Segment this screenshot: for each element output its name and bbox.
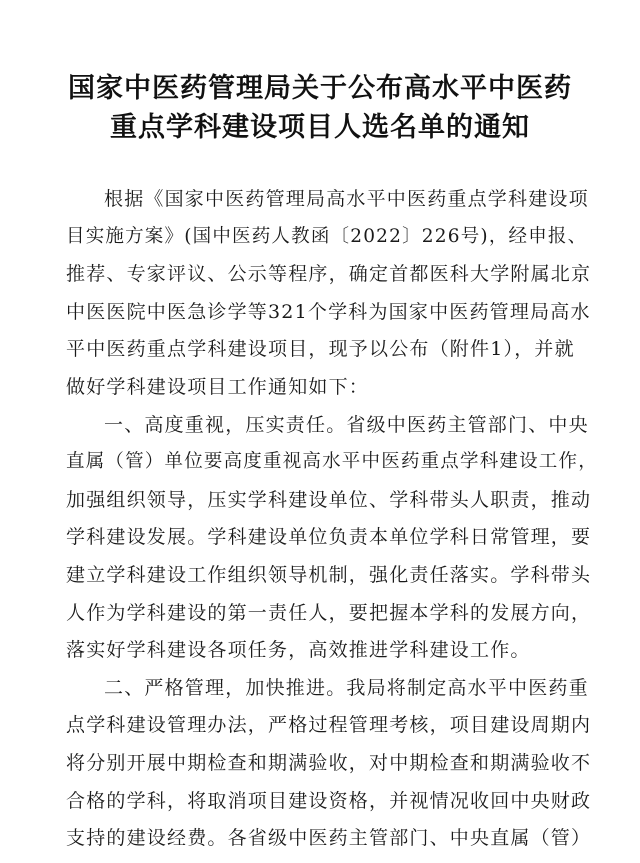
body-line-5: 平中医药重点学科建设项目，现予以公布（附件1），并就 — [66, 338, 575, 360]
body-line-18: 支持的建设经费。各省级中医药主管部门、中央直属（管） — [66, 827, 592, 849]
body-line-10: 学科建设发展。学科建设单位负责本单位学科日常管理，要 — [66, 526, 592, 548]
body-line-16: 将分别开展中期检查和期满验收，对中期检查和期满验收不 — [66, 752, 592, 774]
body-line-4: 中医医院中医急诊学等321个学科为国家中医药管理局高水 — [66, 301, 591, 323]
body-line-7: 一、高度重视，压实责任。省级中医药主管部门、中央 — [104, 414, 589, 436]
body-line-2: 目实施方案》(国中医药人教函〔2022〕226号)，经申报、 — [66, 226, 588, 247]
document-title-line-2: 重点学科建设项目人选名单的通知 — [110, 112, 530, 143]
body-line-14: 二、严格管理，加快推进。我局将制定高水平中医药重 — [104, 677, 589, 699]
body-line-6: 做好学科建设项目工作通知如下： — [66, 376, 370, 398]
body-line-11: 建立学科建设工作组织领导机制，强化责任落实。学科带头 — [66, 564, 592, 586]
body-line-17: 合格的学科，将取消项目建设资格，并视情况收回中央财政 — [66, 790, 592, 812]
body-line-8: 直属（管）单位要高度重视高水平中医药重点学科建设工作， — [66, 451, 598, 472]
document-title-line-1: 国家中医药管理局关于公布高水平中医药 — [68, 73, 572, 104]
body-line-15: 点学科建设管理办法，严格过程管理考核，项目建设周期内 — [66, 714, 592, 736]
body-line-1: 根据《国家中医药管理局高水平中医药重点学科建设项 — [104, 188, 589, 210]
body-line-12: 人作为学科建设的第一责任人，要把握本学科的发展方向， — [66, 602, 592, 624]
body-line-3: 推荐、专家评议、公示等程序，确定首都医科大学附属北京 — [66, 263, 592, 285]
body-line-9: 加强组织领导，压实学科建设单位、学科带头人职责，推动 — [66, 489, 592, 511]
body-line-13: 落实好学科建设各项任务，高效推进学科建设工作。 — [66, 639, 531, 661]
